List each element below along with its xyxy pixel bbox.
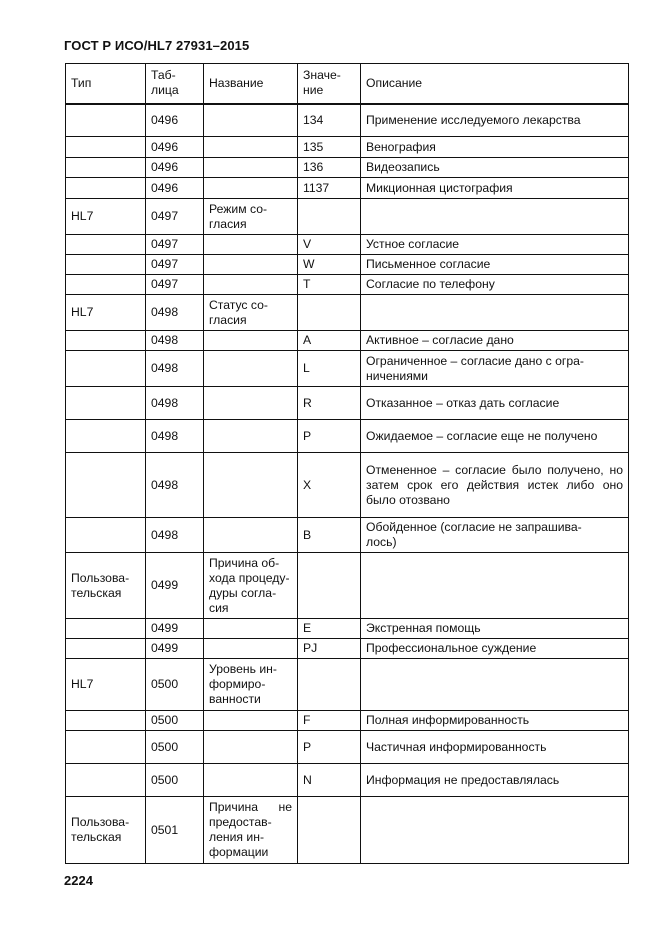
table-row	[66, 639, 629, 659]
cell-name	[204, 731, 298, 764]
cell-type	[66, 731, 146, 764]
cell-name	[204, 518, 298, 553]
cell-name: Причина не предостав- ления ин- формации	[204, 797, 298, 864]
table-row	[66, 331, 629, 351]
column-header-name: Название	[204, 64, 298, 104]
table-row	[66, 764, 629, 797]
cell-value: P	[298, 731, 361, 764]
column-header-type: Тип	[66, 64, 146, 104]
table-row	[66, 104, 629, 137]
cell-description: Экстренная помощь	[361, 619, 629, 639]
table-header-row	[66, 64, 629, 104]
table-row	[66, 619, 629, 639]
cell-value: 136	[298, 158, 361, 178]
cell-description: Ограниченное – согласие дано с огра- ничениями	[361, 351, 629, 387]
cell-name	[204, 178, 298, 199]
cell-value	[298, 553, 361, 619]
cell-type	[66, 619, 146, 639]
table-row	[66, 797, 629, 864]
cell-type	[66, 711, 146, 731]
cell-description: Устное согласие	[361, 235, 629, 255]
table-row	[66, 178, 629, 199]
cell-table: 0498	[146, 387, 204, 420]
cell-table: 0500	[146, 659, 204, 711]
cell-table: 0499	[146, 639, 204, 659]
cell-table: 0500	[146, 764, 204, 797]
cell-description: Применение исследуемого лекарства	[361, 104, 629, 137]
table-row	[66, 453, 629, 518]
cell-name	[204, 351, 298, 387]
cell-table: 0500	[146, 711, 204, 731]
cell-name: Статус со- гласия	[204, 295, 298, 331]
cell-table: 0498	[146, 295, 204, 331]
cell-table: 0498	[146, 518, 204, 553]
cell-type	[66, 639, 146, 659]
codes-table	[65, 63, 629, 864]
cell-name	[204, 255, 298, 275]
cell-table: 0499	[146, 619, 204, 639]
cell-value: N	[298, 764, 361, 797]
cell-type: HL7	[66, 659, 146, 711]
table-row	[66, 137, 629, 158]
cell-description: Информация не предоставлялась	[361, 764, 629, 797]
cell-description: Частичная информированность	[361, 731, 629, 764]
cell-name	[204, 619, 298, 639]
column-header-table: Таб- лица	[146, 64, 204, 104]
cell-table: 0496	[146, 178, 204, 199]
cell-type	[66, 387, 146, 420]
cell-table: 0498	[146, 453, 204, 518]
table-row	[66, 158, 629, 178]
cell-table: 0497	[146, 199, 204, 235]
cell-value	[298, 659, 361, 711]
table-row	[66, 387, 629, 420]
cell-description	[361, 797, 629, 864]
cell-value: X	[298, 453, 361, 518]
cell-name	[204, 104, 298, 137]
cell-description: Согласие по телефону	[361, 275, 629, 295]
cell-value	[298, 199, 361, 235]
cell-name: Уровень ин- формиро- ванности	[204, 659, 298, 711]
cell-value: 135	[298, 137, 361, 158]
cell-type	[66, 104, 146, 137]
cell-description: Видеозапись	[361, 158, 629, 178]
cell-name: Причина об- хода процеду- дуры согла- сия	[204, 553, 298, 619]
cell-description: Полная информированность	[361, 711, 629, 731]
cell-type	[66, 518, 146, 553]
table-row	[66, 351, 629, 387]
cell-table: 0496	[146, 104, 204, 137]
table-row	[66, 659, 629, 711]
cell-description	[361, 659, 629, 711]
cell-value	[298, 797, 361, 864]
cell-value	[298, 295, 361, 331]
cell-value: V	[298, 235, 361, 255]
cell-value: R	[298, 387, 361, 420]
table-row	[66, 731, 629, 764]
cell-name	[204, 764, 298, 797]
cell-table: 0501	[146, 797, 204, 864]
cell-type	[66, 255, 146, 275]
cell-value: L	[298, 351, 361, 387]
cell-description	[361, 553, 629, 619]
cell-type	[66, 275, 146, 295]
cell-description: Профессиональное суждение	[361, 639, 629, 659]
table-body	[66, 104, 629, 864]
cell-description: Отмененное – согласие было получено, но затем срок его действия истек либо оно было отозвано	[361, 453, 629, 518]
cell-type: Пользова- тельская	[66, 797, 146, 864]
cell-value: P	[298, 420, 361, 453]
cell-table: 0497	[146, 275, 204, 295]
cell-table: 0500	[146, 731, 204, 764]
cell-value: PJ	[298, 639, 361, 659]
cell-value: 134	[298, 104, 361, 137]
cell-name	[204, 711, 298, 731]
cell-name	[204, 639, 298, 659]
cell-table: 0498	[146, 331, 204, 351]
cell-description	[361, 295, 629, 331]
cell-type	[66, 137, 146, 158]
cell-name	[204, 387, 298, 420]
cell-description: Микционная цистография	[361, 178, 629, 199]
cell-type	[66, 764, 146, 797]
cell-name	[204, 331, 298, 351]
cell-name	[204, 137, 298, 158]
cell-type	[66, 420, 146, 453]
cell-name	[204, 275, 298, 295]
cell-description: Отказанное – отказ дать согласие	[361, 387, 629, 420]
cell-name	[204, 420, 298, 453]
page-number: 2224	[64, 873, 93, 888]
cell-type	[66, 351, 146, 387]
table-row	[66, 711, 629, 731]
table-row	[66, 235, 629, 255]
cell-value: 1137	[298, 178, 361, 199]
cell-type	[66, 331, 146, 351]
cell-description: Письменное согласие	[361, 255, 629, 275]
cell-value: E	[298, 619, 361, 639]
table-row	[66, 199, 629, 235]
cell-type: HL7	[66, 199, 146, 235]
table-row	[66, 255, 629, 275]
cell-table: 0497	[146, 235, 204, 255]
cell-table: 0496	[146, 158, 204, 178]
cell-value: A	[298, 331, 361, 351]
cell-description: Ожидаемое – согласие еще не получено	[361, 420, 629, 453]
table-row	[66, 275, 629, 295]
cell-type: Пользова- тельская	[66, 553, 146, 619]
cell-type	[66, 178, 146, 199]
cell-table: 0499	[146, 553, 204, 619]
cell-table: 0498	[146, 420, 204, 453]
cell-value: T	[298, 275, 361, 295]
cell-name	[204, 235, 298, 255]
column-header-value: Значе- ние	[298, 64, 361, 104]
table-row	[66, 420, 629, 453]
cell-description: Обойденное (согласие не запрашива- лось)	[361, 518, 629, 553]
cell-type: HL7	[66, 295, 146, 331]
table-row	[66, 295, 629, 331]
cell-name	[204, 158, 298, 178]
cell-name	[204, 453, 298, 518]
cell-name: Режим со- гласия	[204, 199, 298, 235]
table-row	[66, 518, 629, 553]
cell-table: 0498	[146, 351, 204, 387]
cell-table: 0497	[146, 255, 204, 275]
cell-table: 0496	[146, 137, 204, 158]
cell-type	[66, 158, 146, 178]
cell-value: B	[298, 518, 361, 553]
cell-type	[66, 235, 146, 255]
cell-value: F	[298, 711, 361, 731]
table-row	[66, 553, 629, 619]
cell-description	[361, 199, 629, 235]
column-header-description: Описание	[361, 64, 629, 104]
cell-description: Венография	[361, 137, 629, 158]
cell-value: W	[298, 255, 361, 275]
document-header: ГОСТ Р ИСО/HL7 27931–2015	[64, 38, 250, 53]
cell-type	[66, 453, 146, 518]
cell-description: Активное – согласие дано	[361, 331, 629, 351]
